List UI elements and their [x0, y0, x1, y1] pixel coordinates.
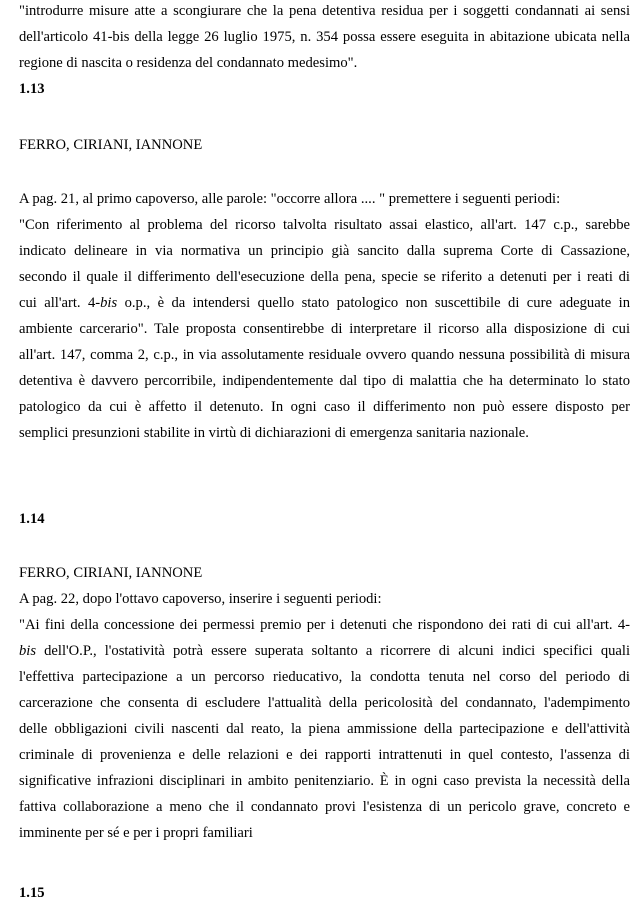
text-line: carcerazione che consenta di escludere l'attualità della pericolosità del condannato, l'adempimento [19, 695, 630, 711]
italic-bis: bis [19, 643, 37, 659]
text-line: "Con riferimento al problema del ricorso talvolta risultato assai elastico, all'art. 147 c.p., sarebbe [19, 217, 630, 233]
amendment-intro: A pag. 21, al primo capoverso, alle parole: "occorre allora .... " premettere i seguenti periodi: [19, 191, 561, 207]
text-line: "introdurre misure atte a scongiurare che la pena detentiva residua per i soggetti condannati ai sensi [19, 3, 630, 19]
italic-bis: bis [100, 295, 118, 311]
text-line: l'effettiva partecipazione a un percorso rieducativo, la condotta tenuta nel corso del periodo di [19, 669, 630, 685]
amendment-intro: A pag. 22, dopo l'ottavo capoverso, inserire i seguenti periodi: [19, 591, 382, 607]
text-line: "Ai fini della concessione dei permessi premio per i detenuti che rispondono dei rati di cui all'art. 4- [19, 617, 630, 633]
text-line: semplici presunzioni stabilite in virtù di dichiarazioni di emergenza sanitaria nazionale. [19, 425, 529, 441]
authors-line: FERRO, CIRIANI, IANNONE [19, 137, 203, 153]
text-line: significative infrazioni disciplinari in ambito penitenziario. È in ogni caso prevista la necessità della [19, 773, 630, 789]
text-line: secondo il quale il differimento dell'esecuzione della pena, specie se riferito a detenuti per i reati di [19, 269, 630, 285]
text-line: criminale di provenienza e delle relazioni e dei rapporti intrattenuti in quel contesto, l'assenza di [19, 747, 630, 763]
section-number: 1.14 [19, 511, 45, 527]
text-line: cui all'art. 4-bis o.p., è da intendersi quello stato patologico non suscettibile di cure adeguate in [19, 295, 630, 311]
text-line: regione di nascita o residenza del condannato medesimo". [19, 55, 358, 71]
authors-line: FERRO, CIRIANI, IANNONE [19, 565, 203, 581]
text-line: bis dell'O.P., l'ostatività potrà essere superata soltanto a ricorrere di alcuni indici specifici quali [19, 643, 630, 659]
section-number: 1.13 [19, 81, 45, 97]
text-line: fattiva collaborazione a meno che il condannato provi l'esistenza di un pericolo grave, concreto e [19, 799, 630, 815]
section-number: 1.15 [19, 885, 45, 901]
text-line: ambiente carcerario". Tale proposta consentirebbe di interpretare il ricorso alla disposizione di cui [19, 321, 630, 337]
text-line: all'art. 147, comma 2, c.p., in via assolutamente residuale ovvero quando nessuna possibilità di misura [19, 347, 630, 363]
text-line: delle obbligazioni civili nascenti dal reato, la piena ammissione della partecipazione e dell'attività [19, 721, 630, 737]
text-line: imminente per sé e per i propri familiari [19, 825, 253, 841]
text-line: dell'articolo 41-bis della legge 26 luglio 1975, n. 354 possa essere eseguita in abitazione ubicata nella [19, 29, 630, 45]
text-line: patologico da cui è affetto il detenuto. In ogni caso il differimento non può essere disposto per [19, 399, 630, 415]
text-line: detentiva è davvero percorribile, indipendentemente dal tipo di malattia che ha determinato lo stato [19, 373, 630, 389]
text-line: indicato delineare in via normativa un principio già sancito dalla suprema Corte di Cassazione, [19, 243, 630, 259]
